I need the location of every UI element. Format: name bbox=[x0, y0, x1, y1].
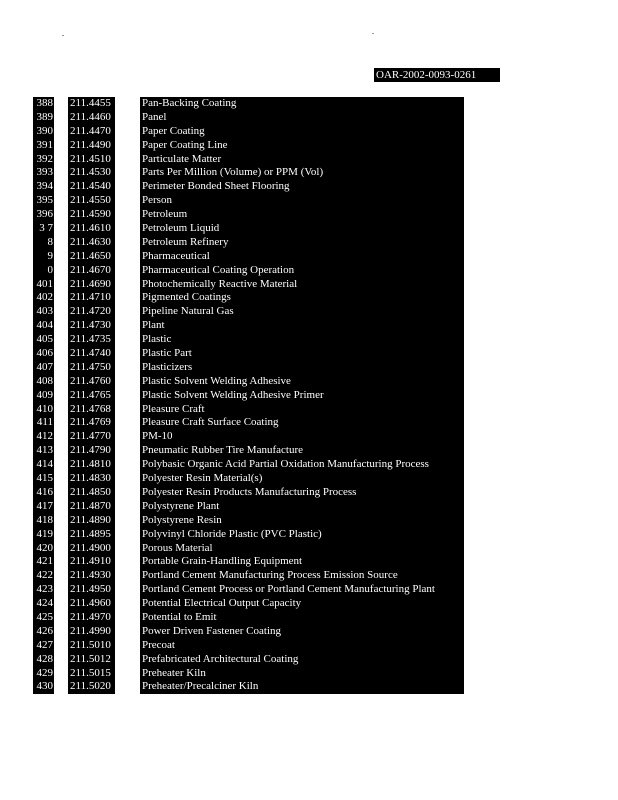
defined-term: Plastic Solvent Welding Adhesive bbox=[142, 374, 291, 387]
row-number: 0 bbox=[47, 263, 53, 276]
defined-term: Plasticizers bbox=[142, 360, 193, 373]
defined-term: Polystyrene Resin bbox=[142, 513, 222, 526]
row-number: 420 bbox=[36, 541, 53, 554]
row-number: 8 bbox=[47, 235, 53, 248]
section-number: 211.4770 bbox=[70, 430, 111, 443]
section-number: 211.4610 bbox=[70, 222, 111, 235]
row-number: 428 bbox=[36, 652, 53, 665]
row-number: 402 bbox=[36, 291, 53, 304]
defined-term: Plastic Solvent Welding Adhesive Primer bbox=[142, 388, 324, 401]
row-number: 403 bbox=[36, 305, 53, 318]
defined-term: Precoat bbox=[142, 638, 175, 651]
section-number: 211.4900 bbox=[70, 541, 111, 554]
section-number: 211.4690 bbox=[70, 277, 111, 290]
section-number: 211.4990 bbox=[70, 624, 111, 637]
row-number: 390 bbox=[36, 124, 53, 137]
defined-term: Paper Coating Line bbox=[142, 138, 228, 151]
row-number: 429 bbox=[36, 666, 53, 679]
row-number: 427 bbox=[36, 638, 53, 651]
section-number: 211.4740 bbox=[70, 347, 111, 360]
section-number: 211.4670 bbox=[70, 263, 111, 276]
row-number: 409 bbox=[36, 388, 53, 401]
section-number: 211.4910 bbox=[70, 555, 111, 568]
defined-term: Pleasure Craft Surface Coating bbox=[142, 416, 279, 429]
defined-term: Parts Per Million (Volume) or PPM (Vol) bbox=[142, 166, 324, 179]
section-number: 211.4720 bbox=[70, 305, 111, 318]
defined-term: Pharmaceutical bbox=[142, 249, 210, 262]
section-number: 211.4769 bbox=[70, 416, 111, 429]
section-number: 211.4710 bbox=[70, 291, 111, 304]
row-number: 418 bbox=[36, 513, 53, 526]
section-number: 211.4850 bbox=[70, 485, 111, 498]
row-number: 391 bbox=[36, 138, 53, 151]
section-number: 211.4960 bbox=[70, 597, 111, 610]
defined-term: Pleasure Craft bbox=[142, 402, 205, 415]
row-number: 417 bbox=[36, 499, 53, 512]
defined-term: Panel bbox=[142, 110, 167, 123]
row-number: 421 bbox=[36, 555, 53, 568]
defined-term: Photochemically Reactive Material bbox=[142, 277, 298, 290]
section-number-column bbox=[68, 97, 115, 694]
row-number: 408 bbox=[36, 374, 53, 387]
row-number: 422 bbox=[36, 569, 53, 582]
section-number: 211.4735 bbox=[70, 333, 111, 346]
section-number: 211.4950 bbox=[70, 583, 111, 596]
section-number: 211.4650 bbox=[70, 249, 111, 262]
section-number: 211.4510 bbox=[70, 152, 111, 165]
section-number: 211.4490 bbox=[70, 138, 111, 151]
row-number: 3 7 bbox=[39, 222, 53, 235]
scan-speck bbox=[372, 33, 374, 34]
defined-term: Perimeter Bonded Sheet Flooring bbox=[142, 180, 290, 193]
section-number: 211.4790 bbox=[70, 444, 111, 457]
defined-term: Pneumatic Rubber Tire Manufacture bbox=[142, 444, 303, 457]
section-number: 211.5020 bbox=[70, 680, 111, 693]
defined-term: Preheater Kiln bbox=[142, 666, 206, 679]
row-number: 414 bbox=[36, 458, 53, 471]
defined-term: Polybasic Organic Acid Partial Oxidation Manufacturing Process bbox=[142, 458, 429, 471]
row-number: 406 bbox=[36, 347, 53, 360]
row-number: 392 bbox=[36, 152, 53, 165]
defined-term: Polyvinyl Chloride Plastic (PVC Plastic) bbox=[142, 527, 322, 540]
section-number: 211.4540 bbox=[70, 180, 111, 193]
section-number: 211.4530 bbox=[70, 166, 111, 179]
section-number: 211.4760 bbox=[70, 374, 111, 387]
defined-term: Polyester Resin Material(s) bbox=[142, 472, 263, 485]
defined-term: Polyester Resin Products Manufacturing Process bbox=[142, 485, 357, 498]
section-number: 211.4630 bbox=[70, 235, 111, 248]
row-number: 396 bbox=[36, 208, 53, 221]
row-number: 423 bbox=[36, 583, 53, 596]
section-number: 211.4765 bbox=[70, 388, 111, 401]
row-number: 425 bbox=[36, 610, 53, 623]
section-number: 211.5012 bbox=[70, 652, 111, 665]
defined-term: Pigmented Coatings bbox=[142, 291, 231, 304]
row-number: 407 bbox=[36, 360, 53, 373]
defined-term: Petroleum Refinery bbox=[142, 235, 229, 248]
defined-term: Porous Material bbox=[142, 541, 213, 554]
row-number: 412 bbox=[36, 430, 53, 443]
defined-term: Portland Cement Manufacturing Process Emission Source bbox=[142, 569, 398, 582]
row-number: 405 bbox=[36, 333, 53, 346]
section-number: 211.4730 bbox=[70, 319, 111, 332]
section-number: 211.4768 bbox=[70, 402, 111, 415]
row-number: 410 bbox=[36, 402, 53, 415]
section-number: 211.4930 bbox=[70, 569, 111, 582]
defined-term: Pipeline Natural Gas bbox=[142, 305, 234, 318]
defined-term: Polystyrene Plant bbox=[142, 499, 220, 512]
row-number: 393 bbox=[36, 166, 53, 179]
defined-term: Power Driven Fastener Coating bbox=[142, 624, 281, 637]
row-number: 388 bbox=[36, 97, 53, 109]
row-number: 401 bbox=[36, 277, 53, 290]
section-number: 211.5015 bbox=[70, 666, 111, 679]
section-number: 211.4750 bbox=[70, 360, 111, 373]
section-number: 211.4895 bbox=[70, 527, 111, 540]
section-number: 211.4590 bbox=[70, 208, 111, 221]
row-number: 416 bbox=[36, 485, 53, 498]
row-number: 413 bbox=[36, 444, 53, 457]
section-number: 211.5010 bbox=[70, 638, 111, 651]
row-number: 395 bbox=[36, 194, 53, 207]
defined-term: PM-10 bbox=[142, 430, 173, 443]
row-number: 424 bbox=[36, 597, 53, 610]
section-number: 211.4890 bbox=[70, 513, 111, 526]
defined-term: Person bbox=[142, 194, 172, 207]
row-number: 415 bbox=[36, 472, 53, 485]
defined-term: Portable Grain-Handling Equipment bbox=[142, 555, 303, 568]
section-number: 211.4870 bbox=[70, 499, 111, 512]
section-number: 211.4470 bbox=[70, 124, 111, 137]
row-number: 394 bbox=[36, 180, 53, 193]
defined-term: Plant bbox=[142, 319, 165, 332]
defined-term: Pharmaceutical Coating Operation bbox=[142, 263, 295, 276]
row-number: 430 bbox=[36, 680, 53, 693]
section-number: 211.4460 bbox=[70, 110, 111, 123]
defined-term: Particulate Matter bbox=[142, 152, 222, 165]
defined-term: Potential to Emit bbox=[142, 610, 217, 623]
defined-term: Petroleum bbox=[142, 208, 188, 221]
defined-term: Pan-Backing Coating bbox=[142, 97, 237, 109]
section-number: 211.4830 bbox=[70, 472, 111, 485]
section-number: 211.4455 bbox=[70, 97, 111, 109]
defined-term: Potential Electrical Output Capacity bbox=[142, 597, 302, 610]
defined-term: Plastic bbox=[142, 333, 172, 346]
section-number: 211.4810 bbox=[70, 458, 111, 471]
row-number: 411 bbox=[36, 416, 53, 429]
row-number: 426 bbox=[36, 624, 53, 637]
row-number: 9 bbox=[47, 249, 53, 262]
row-number: 389 bbox=[36, 110, 53, 123]
scan-speck bbox=[62, 35, 64, 36]
defined-term: Petroleum Liquid bbox=[142, 222, 220, 235]
row-number-column bbox=[33, 97, 54, 694]
defined-term: Preheater/Precalciner Kiln bbox=[142, 680, 259, 693]
defined-term: Prefabricated Architectural Coating bbox=[142, 652, 299, 665]
defined-term-column bbox=[140, 97, 464, 694]
row-number: 404 bbox=[36, 319, 53, 332]
row-number: 419 bbox=[36, 527, 53, 540]
document-id-header: OAR-2002-0093-0261 bbox=[374, 68, 500, 82]
defined-term: Portland Cement Process or Portland Cement Manufacturing Plant bbox=[142, 583, 435, 596]
defined-term: Plastic Part bbox=[142, 347, 192, 360]
defined-term: Paper Coating bbox=[142, 124, 205, 137]
section-number: 211.4550 bbox=[70, 194, 111, 207]
section-number: 211.4970 bbox=[70, 610, 111, 623]
